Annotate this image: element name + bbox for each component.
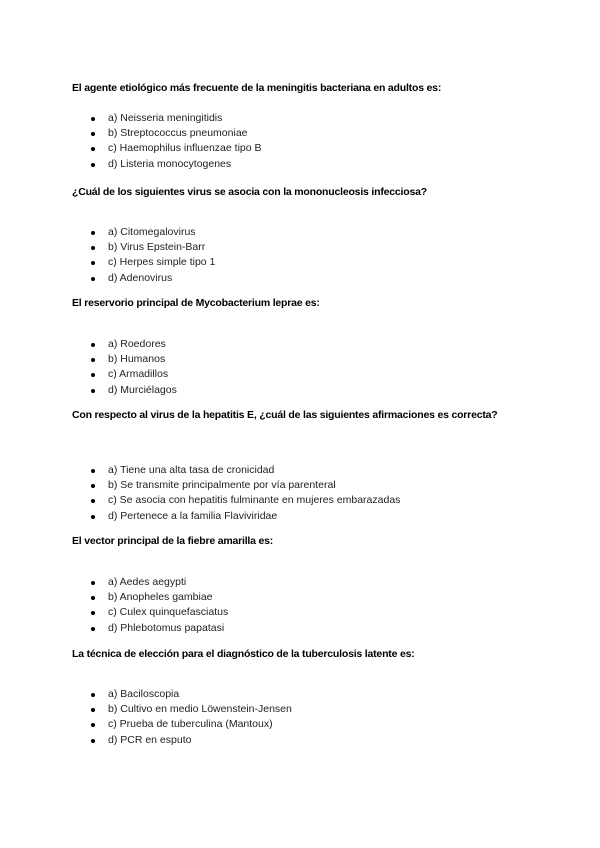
answer-option: a) Aedes aegypti [88,575,228,590]
answer-option: d) Adenovirus [88,271,215,286]
answer-options-list [88,225,215,286]
answer-option: d) Phlebotomus papatasi [88,621,228,636]
answer-option: a) Baciloscopia [88,687,292,702]
answer-options-list [88,575,228,636]
answer-option: c) Se asocia con hepatitis fulminante en mujeres embarazadas [88,493,400,508]
answer-options-list [88,463,400,524]
question-heading: Con respecto al virus de la hepatitis E, ¿cuál de las siguientes afirmaciones es correcta? [72,409,498,421]
answer-option: b) Se transmite principalmente por vía parenteral [88,478,400,493]
answer-option: b) Anopheles gambiae [88,590,228,605]
answer-options-list [88,111,262,172]
answer-options-list [88,687,292,748]
answer-option: b) Streptococcus pneumoniae [88,126,262,141]
answer-option: d) PCR en esputo [88,733,292,748]
answer-option: c) Armadillos [88,367,177,382]
answer-option: d) Listeria monocytogenes [88,157,262,172]
answer-option: a) Citomegalovirus [88,225,215,240]
question-heading: La técnica de elección para el diagnóstico de la tuberculosis latente es: [72,648,415,660]
question-heading: El reservorio principal de Mycobacterium leprae es: [72,297,320,309]
question-heading: El vector principal de la fiebre amarilla es: [72,535,274,547]
answer-option: c) Culex quinquefasciatus [88,605,228,620]
question-heading: El agente etiológico más frecuente de la meningitis bacteriana en adultos es: [72,82,442,94]
answer-option: d) Pertenece a la familia Flaviviridae [88,509,400,524]
answer-option: c) Herpes simple tipo 1 [88,255,215,270]
question-heading: ¿Cuál de los siguientes virus se asocia con la mononucleosis infecciosa? [72,186,427,198]
answer-option: a) Tiene una alta tasa de cronicidad [88,463,400,478]
answer-option: a) Neisseria meningitidis [88,111,262,126]
answer-option: c) Haemophilus influenzae tipo B [88,141,262,156]
answer-option: d) Murciélagos [88,383,177,398]
answer-option: b) Virus Epstein-Barr [88,240,215,255]
answer-option: b) Cultivo en medio Löwenstein-Jensen [88,702,292,717]
answer-option: a) Roedores [88,337,177,352]
answer-option: c) Prueba de tuberculina (Mantoux) [88,717,292,732]
answer-options-list [88,337,177,398]
answer-option: b) Humanos [88,352,177,367]
